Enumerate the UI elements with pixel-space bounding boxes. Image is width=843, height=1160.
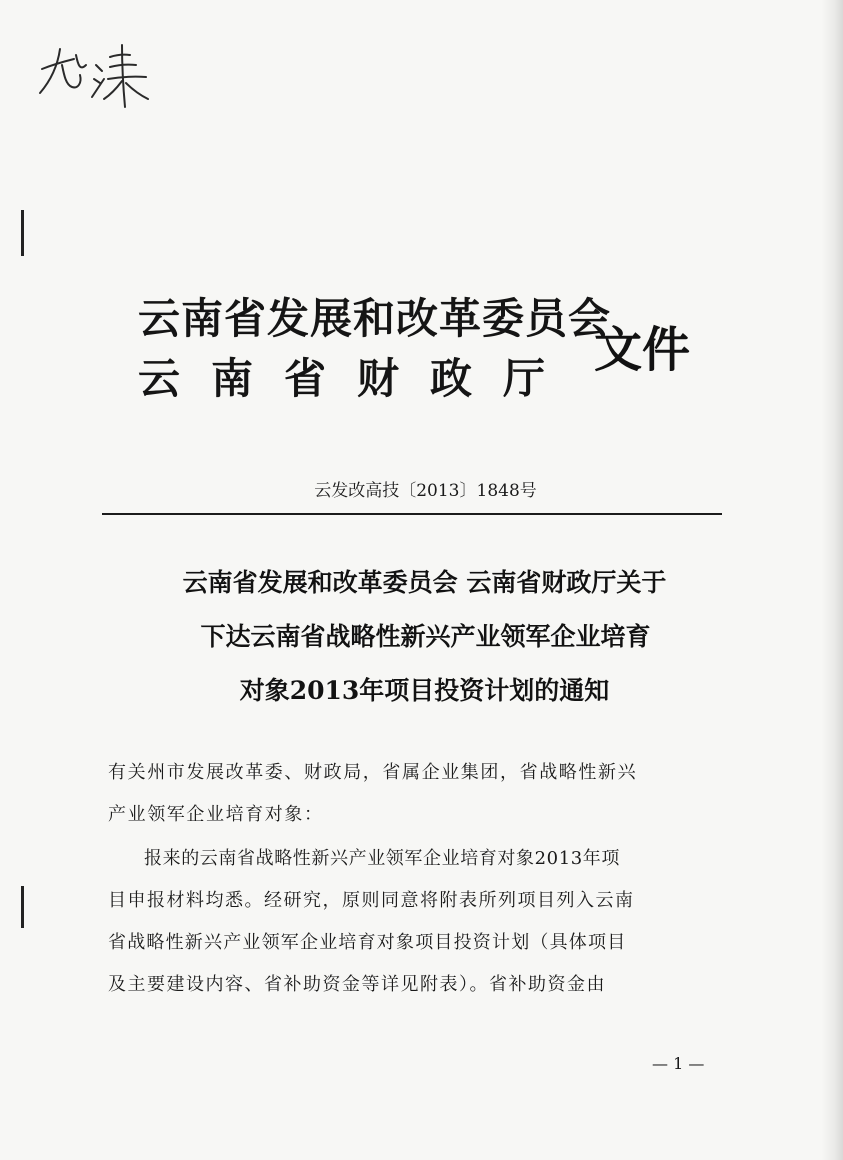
document-header <box>138 286 698 416</box>
title-line-3: 对象2013年项目投资计划的通知 <box>239 676 610 705</box>
paragraph-line-1: 报来的云南省战略性新兴产业领军企业培育对象2013年项 <box>144 848 621 869</box>
document-type: 文件 <box>594 322 691 378</box>
issuer-line-1: 云南省发展和改革委员会 <box>138 294 612 343</box>
title-line-1: 云南省发展和改革委员会 云南省财政厅关于 <box>182 568 667 597</box>
header-divider <box>102 513 722 515</box>
document-number: 云发改高技〔2013〕1848号 <box>314 481 537 501</box>
paragraph-line-4: 及主要建设内容、省补助资金等详见附表）。省补助资金由 <box>108 974 606 995</box>
page-number: — 1 — <box>652 1054 705 1073</box>
addressee-line-2: 产业领军企业培育对象： <box>108 804 324 825</box>
issuer-line-2: 云南省财政厅 <box>138 354 577 403</box>
addressee-line-1: 有关州市发展改革委、财政局，省属企业集团，省战略性新兴 <box>108 762 638 783</box>
paragraph-line-2: 目申报材料均悉。经研究，原则同意将附表所列项目列入云南 <box>108 890 635 911</box>
paragraph-line-3: 省战略性新兴产业领军企业培育对象项目投资计划（具体项目 <box>108 932 627 953</box>
binding-mark-top <box>21 210 24 256</box>
binding-mark-bottom <box>21 886 24 928</box>
title-line-2: 下达云南省战略性新兴产业领军企业培育 <box>200 622 651 651</box>
handwritten-signature <box>30 35 155 110</box>
